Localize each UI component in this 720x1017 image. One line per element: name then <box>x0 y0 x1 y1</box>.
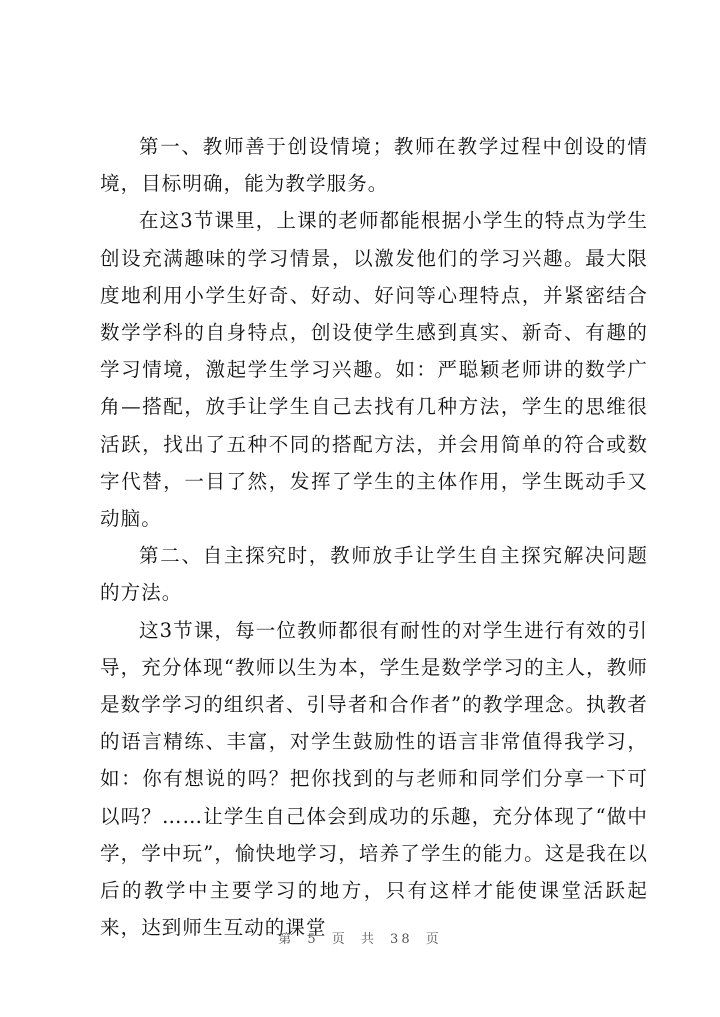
paragraph-2: 在这3节课里，上课的老师都能根据小学生的特点为学生创设充满趣味的学习情景，以激发他们的学习兴趣。最大限度地利用小学生好奇、好动、好问等心理特点，并紧密结合数学学科的自身特点，创设使学生感到真实、新奇、有趣的学习情境，激起学生学习兴趣。如：严聪颖老师讲的数学广角—搭配，放手让学生自己去找有几种方法，学生的思维很活跃，找出了五种不同的搭配方法，并会用简单的符合或数字代替，一目了然，发挥了学生的主体作用，学生既动手又动脑。 <box>100 209 648 531</box>
page-number-footer: 第 5 页 共 38 页 <box>278 932 442 947</box>
paragraph-3: 第二、自主探究时，教师放手让学生自主探究解决问题的方法。 <box>100 544 648 605</box>
document-body <box>100 128 648 946</box>
paragraph-4: 这3节课，每一位教师都很有耐性的对学生进行有效的引导，充分体现“教师以生为本，学生是数学学习的主人，教师是数学学习的组织者、引导者和合作者”的教学理念。执教者的语言精练、丰富，对学生鼓励性的语言非常值得我学习，如：你有想说的吗？把你找到的与老师和同学们分享一下可以吗？……让学生自己体会到成功的乐趣，充分体现了“做中学，学中玩”，愉快地学习，培养了学生的能力。这是我在以后的教学中主要学习的地方，只有这样才能使课堂活跃起来，达到师生互动的课堂 <box>100 618 648 940</box>
paragraph-1: 第一、教师善于创设情境；教师在教学过程中创设的情境，目标明确，能为教学服务。 <box>100 135 648 196</box>
